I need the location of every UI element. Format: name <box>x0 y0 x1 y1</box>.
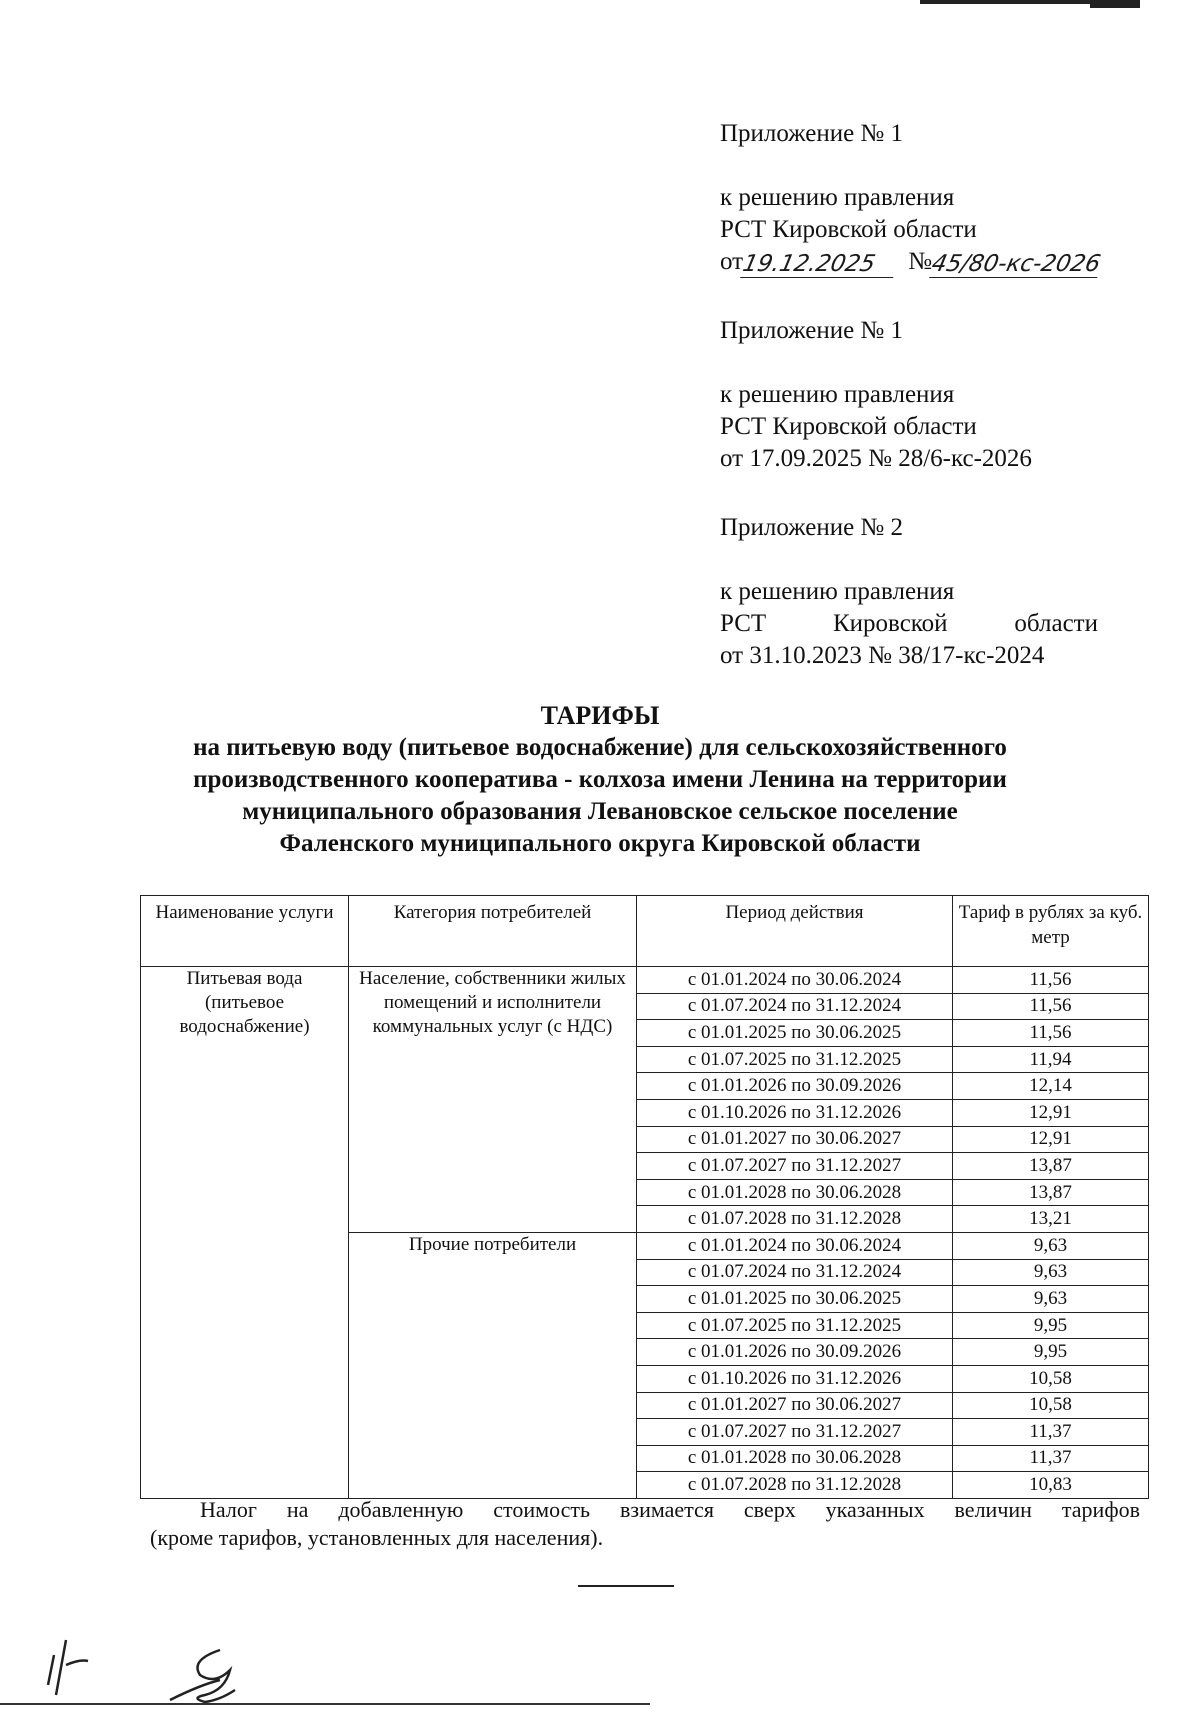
period-cell: с 01.07.2028 по 31.12.2028 <box>637 1472 953 1499</box>
date-prefix: от <box>720 248 744 275</box>
heading-line: на питьевую воду (питьевое водоснабжение) для сельскохозяйственного <box>193 734 1007 761</box>
appendix-block-3 <box>720 512 1100 672</box>
number-prefix: № <box>908 248 933 275</box>
period-cell: с 01.07.2025 по 31.12.2025 <box>637 1046 953 1073</box>
table-row <box>141 967 1149 994</box>
note-word: стоимость <box>493 1497 591 1522</box>
handwritten-number: 45/80-кс-2026 <box>929 251 1103 277</box>
tariff-cell: 11,37 <box>953 1419 1149 1446</box>
tariff-cell: 11,56 <box>953 1020 1149 1047</box>
appendix-line: РСТ Кировской области <box>720 216 977 243</box>
period-cell: с 01.01.2027 по 30.06.2027 <box>637 1392 953 1419</box>
appendix-date-number-line <box>720 246 1103 278</box>
tariff-cell: 10,58 <box>953 1365 1149 1392</box>
appendix-line: РСТ Кировской области <box>720 413 977 440</box>
handwritten-date: 19.12.2025 <box>740 251 899 278</box>
appendix-line: к решению правления <box>720 184 955 211</box>
period-cell: с 01.07.2024 по 31.12.2024 <box>637 1259 953 1286</box>
tariff-cell: 12,91 <box>953 1099 1149 1126</box>
header-service: Наименование услуги <box>141 896 349 967</box>
appendix-word: Кировской <box>833 610 948 637</box>
appendix-block-2 <box>720 315 1100 475</box>
document-heading <box>140 700 1060 860</box>
appendix-title: Приложение № 1 <box>720 120 904 147</box>
vat-note-line-1 <box>150 1496 1140 1524</box>
appendix-block-1 <box>720 118 1103 278</box>
appendix-line: к решению правления <box>720 578 955 605</box>
period-cell: с 01.07.2024 по 31.12.2024 <box>637 993 953 1020</box>
category-cell: Население, собственники жилых помещений и исполнители коммунальных услуг (с НДС) <box>349 967 637 1233</box>
tariff-cell: 12,91 <box>953 1126 1149 1153</box>
note-word: тарифов <box>1061 1497 1140 1522</box>
appendix-line: к решению правления <box>720 381 955 408</box>
period-cell: с 01.10.2026 по 31.12.2026 <box>637 1365 953 1392</box>
table-header-row <box>141 896 1149 967</box>
appendix-word: РСТ <box>720 610 767 637</box>
header-tariff: Тариф в рублях за куб. метр <box>953 896 1149 967</box>
appendix-line: от 17.09.2025 № 28/6-кс-2026 <box>720 445 1032 472</box>
category-cell: Прочие потребители <box>349 1232 637 1498</box>
period-cell: с 01.01.2024 по 30.06.2024 <box>637 1232 953 1259</box>
service-name-cell: Питьевая вода (питьевое водоснабжение) <box>141 967 349 1499</box>
vat-note-line-2: (кроме тарифов, установленных для населения). <box>150 1525 604 1550</box>
appendix-line-justified <box>720 608 1098 640</box>
note-word: добавленную <box>338 1497 464 1522</box>
vat-note <box>150 1496 1140 1552</box>
tariff-cell: 13,21 <box>953 1206 1149 1233</box>
tariff-cell: 13,87 <box>953 1179 1149 1206</box>
period-cell: с 01.01.2026 по 30.09.2026 <box>637 1339 953 1366</box>
period-cell: с 01.07.2025 по 31.12.2025 <box>637 1312 953 1339</box>
tariff-cell: 9,95 <box>953 1339 1149 1366</box>
period-cell: с 01.01.2024 по 30.06.2024 <box>637 967 953 994</box>
tariff-cell: 9,63 <box>953 1232 1149 1259</box>
period-cell: с 01.01.2028 по 30.06.2028 <box>637 1179 953 1206</box>
heading-line: муниципального образования Левановское сельское поселение <box>242 798 958 825</box>
footer-line <box>0 1703 650 1705</box>
handwritten-signature <box>160 1640 260 1720</box>
appendix-title: Приложение № 1 <box>720 317 904 344</box>
tariff-cell: 10,83 <box>953 1472 1149 1499</box>
tariff-cell: 9,63 <box>953 1286 1149 1313</box>
note-word: Налог <box>200 1497 257 1522</box>
header-category: Категория потребителей <box>349 896 637 967</box>
table-body <box>141 967 1149 1499</box>
tariff-cell: 11,94 <box>953 1046 1149 1073</box>
appendix-word: области <box>1014 610 1098 637</box>
tariff-cell: 9,95 <box>953 1312 1149 1339</box>
note-word: величин <box>954 1497 1032 1522</box>
end-divider <box>578 1585 674 1587</box>
period-cell: с 01.10.2026 по 31.12.2026 <box>637 1099 953 1126</box>
note-word: указанных <box>825 1497 925 1522</box>
appendix-title: Приложение № 2 <box>720 514 904 541</box>
heading-title: ТАРИФЫ <box>540 701 660 730</box>
period-cell: с 01.07.2027 по 31.12.2027 <box>637 1153 953 1180</box>
initials-signature <box>30 1625 110 1705</box>
header-period: Период действия <box>637 896 953 967</box>
period-cell: с 01.07.2027 по 31.12.2027 <box>637 1419 953 1446</box>
tariff-cell: 9,63 <box>953 1259 1149 1286</box>
tariffs-table <box>140 895 1149 1499</box>
appendix-line: от 31.10.2023 № 38/17-кс-2024 <box>720 642 1045 669</box>
period-cell: с 01.01.2025 по 30.06.2025 <box>637 1020 953 1047</box>
heading-line: Фаленского муниципального округа Кировской области <box>279 830 921 857</box>
top-edge-mark-bold <box>1090 0 1140 8</box>
tariff-cell: 11,37 <box>953 1445 1149 1472</box>
note-word: на <box>286 1497 309 1522</box>
period-cell: с 01.01.2025 по 30.06.2025 <box>637 1286 953 1313</box>
period-cell: с 01.07.2028 по 31.12.2028 <box>637 1206 953 1233</box>
tariff-cell: 12,14 <box>953 1073 1149 1100</box>
period-cell: с 01.01.2028 по 30.06.2028 <box>637 1445 953 1472</box>
tariff-cell: 10,58 <box>953 1392 1149 1419</box>
period-cell: с 01.01.2027 по 30.06.2027 <box>637 1126 953 1153</box>
heading-line: производственного кооператива - колхоза имени Ленина на территории <box>193 766 1007 793</box>
note-word: взимается <box>620 1497 714 1522</box>
tariff-cell: 11,56 <box>953 967 1149 994</box>
tariff-cell: 11,56 <box>953 993 1149 1020</box>
period-cell: с 01.01.2026 по 30.09.2026 <box>637 1073 953 1100</box>
note-word: сверх <box>743 1497 796 1522</box>
tariff-cell: 13,87 <box>953 1153 1149 1180</box>
